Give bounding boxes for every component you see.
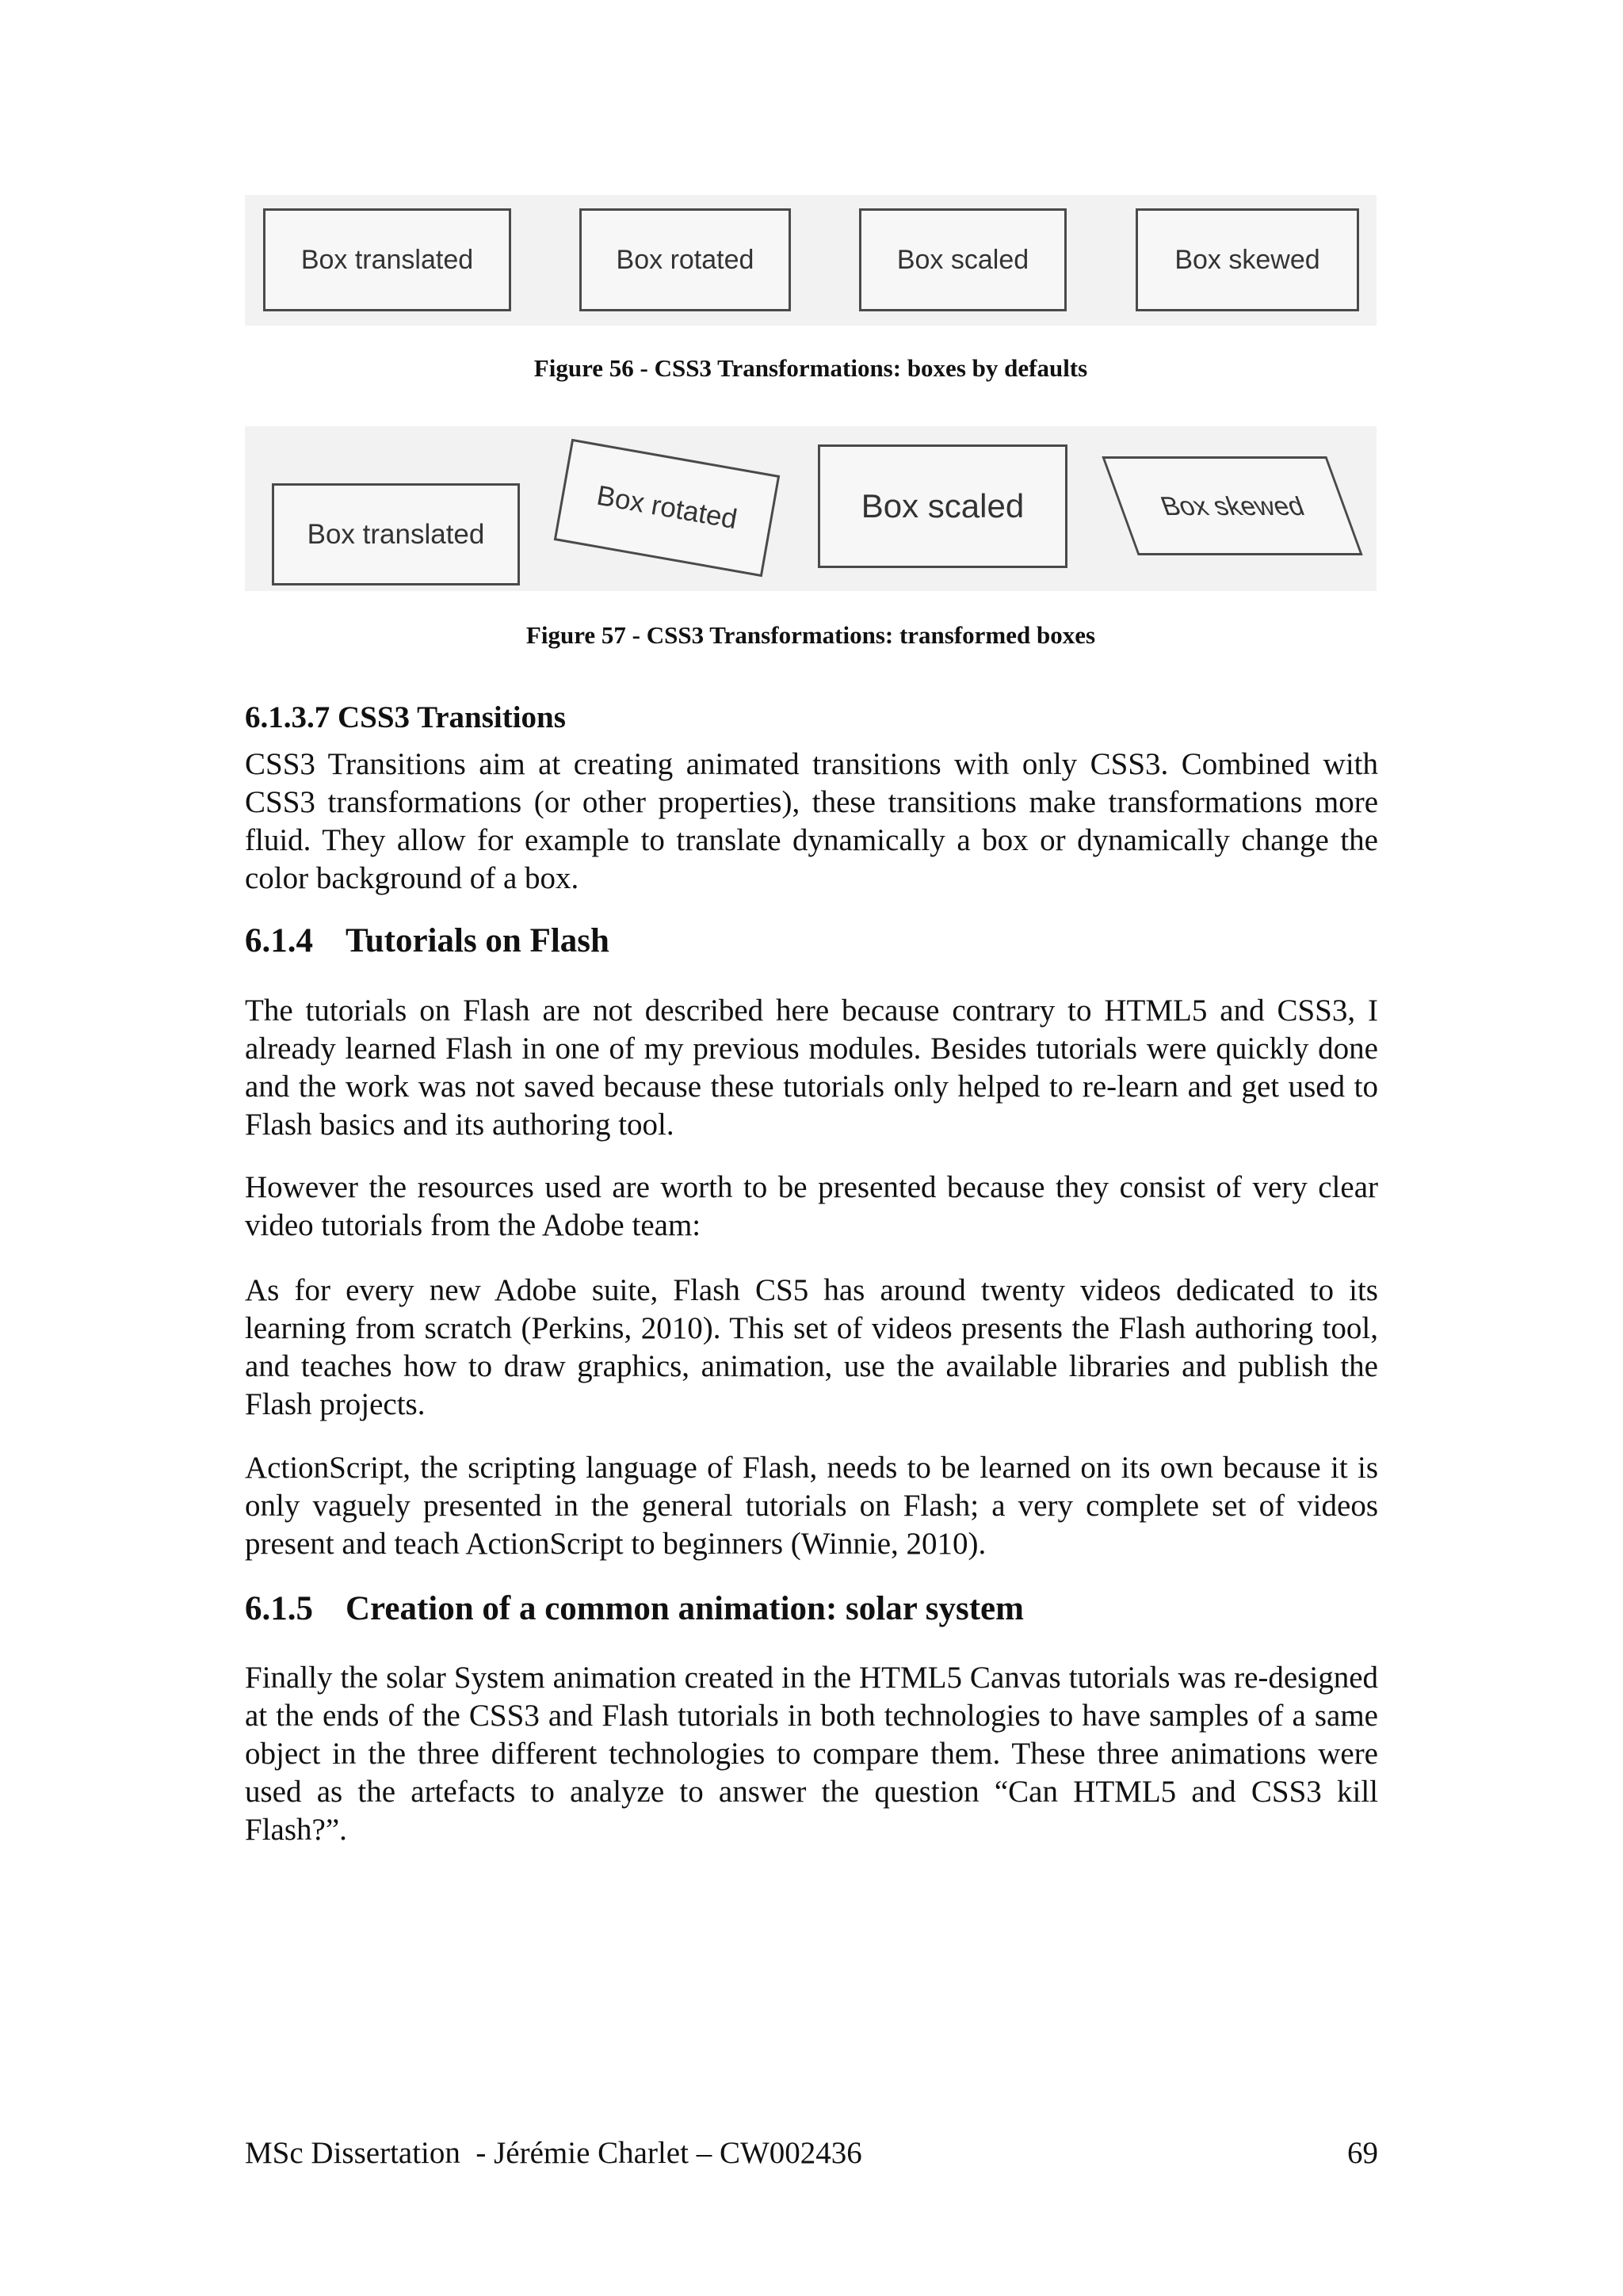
figure-57-caption: Figure 57 - CSS3 Transformations: transformed boxes [525, 621, 1096, 649]
paragraph-css3-transitions: CSS3 Transitions aim at creating animated transitions with only CSS3. Combined with CSS3 transformations (or other properties), these transitions make transformations more fluid. They allow for example to translate dynamically a box or dynamically change the color background of a box. [245, 747, 1378, 895]
figure-56-caption: Figure 56 - CSS3 Transformations: boxes by defaults [533, 354, 1088, 382]
section-title: Creation of a common animation: solar system [346, 1590, 1024, 1627]
heading-solar-system [245, 1589, 1024, 1628]
paragraph-flash-4: ActionScript, the scripting language of Flash, needs to be learned on its own because it is only vaguely presented in the general tutorials on Flash; a very complete set of videos present and teach ActionScript to beginners (Winnie, 2010). [245, 1451, 1378, 1561]
section-number: 6.1.4 [245, 922, 313, 959]
figure-56-image [245, 195, 1377, 326]
box-skewed-default: Box skewed [1136, 208, 1359, 311]
heading-tutorials-on-flash [245, 921, 609, 960]
box-translated-default: Box translated [263, 208, 511, 311]
figure-57-image [245, 426, 1377, 591]
box-rotated-default: Box rotated [579, 208, 791, 311]
box-translated-transformed: Box translated [272, 483, 520, 585]
footer-author: MSc Dissertation - Jérémie Charlet – CW002436 [245, 2136, 862, 2170]
page-footer [245, 2135, 1378, 2171]
paragraph-flash-3: As for every new Adobe suite, Flash CS5 has around twenty videos dedicated to its learning from scratch (Perkins, 2010). This set of videos presents the Flash authoring tool, and teaches how to draw graphics, animation, use the available libraries and publish the Flash projects. [245, 1273, 1378, 1421]
box-skewed-transformed: Box skewed [1102, 456, 1362, 555]
box-scaled-transformed: Box scaled [818, 444, 1067, 568]
paragraph-flash-2: However the resources used are worth to be presented because they consist of very clear video tutorials from the Adobe team: [245, 1170, 1378, 1242]
paragraph-flash-1: The tutorials on Flash are not described here because contrary to HTML5 and CSS3, I already learned Flash in one of my previous modules. Besides tutorials were quickly done and the work was not saved because these tutorials only helped to re-learn and get used to Flash basics and its authoring tool. [245, 994, 1378, 1142]
heading-css3-transitions: 6.1.3.7 CSS3 Transitions [245, 700, 566, 734]
box-scaled-default: Box scaled [859, 208, 1067, 311]
paragraph-solar-system: Finally the solar System animation created in the HTML5 Canvas tutorials was re-designed at the ends of the CSS3 and Flash tutorials in both technologies to have samples of a same object in the three different technologies to compare them. These three animations were used as the artefacts to analyze to answer the question “Can HTML5 and CSS3 kill Flash?”. [245, 1661, 1378, 1847]
box-rotated-transformed: Box rotated [554, 439, 781, 577]
section-number: 6.1.5 [245, 1590, 313, 1627]
section-title: Tutorials on Flash [346, 922, 609, 959]
page-number: 69 [1347, 2136, 1378, 2170]
